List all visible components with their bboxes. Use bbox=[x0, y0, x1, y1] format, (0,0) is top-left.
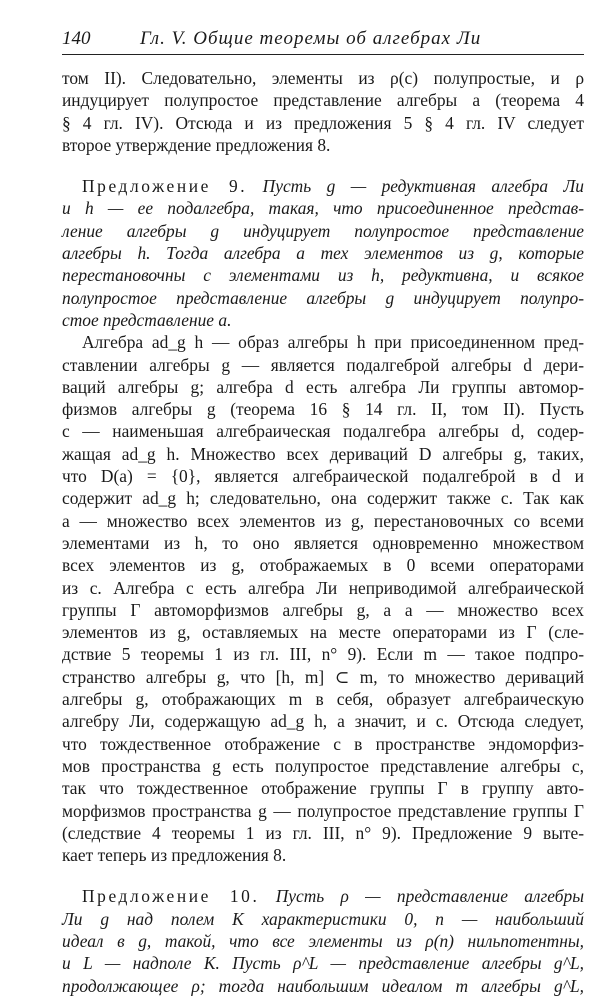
line-text: том II). Следовательно, элементы из ρ(c) полупростые, и ρ bbox=[62, 68, 584, 88]
page-number: 140 bbox=[62, 28, 91, 49]
running-header bbox=[62, 28, 584, 55]
line-text: ваций алгебры g; алгебра d есть алгебра Ли группы автомор- bbox=[62, 376, 584, 397]
line-text: ставлении алгебры g — является подалгеброй алгебры d дери- bbox=[62, 354, 584, 375]
line-text: Ли g над полем K характеристики 0, n — наибольший bbox=[62, 908, 584, 929]
text-line bbox=[62, 666, 584, 688]
line-text: алгебру Ли, содержащую ad_g h, а значит, и c. Отсюда следует, bbox=[62, 711, 584, 732]
text-paragraph bbox=[62, 331, 584, 866]
proposition-paragraph bbox=[62, 175, 584, 331]
line-text: морфизмов пространства g — полупростое представление группы Γ bbox=[62, 800, 584, 821]
text-line bbox=[62, 885, 584, 907]
line-text: кает теперь из предложения 8. bbox=[62, 845, 287, 866]
text-line bbox=[62, 710, 584, 732]
text-line bbox=[62, 309, 584, 331]
text-line bbox=[62, 287, 584, 309]
line-text: всех элементов из g, отображаемых в 0 всеми операторами bbox=[62, 555, 584, 576]
line-text: физмов алгебры g (теорема 16 § 14 гл. II, том II). Пусть bbox=[62, 399, 584, 420]
line-text: a — множество всех элементов из g, перестановочных со всеми bbox=[62, 510, 584, 531]
line-text: индуцирует полупростое представление алгебры a (теорема 4 bbox=[62, 90, 584, 111]
text-line bbox=[62, 175, 584, 197]
text-line bbox=[62, 975, 584, 997]
text-line bbox=[62, 643, 584, 665]
text-line bbox=[62, 242, 584, 264]
line-text: полупростое представление алгебры g индуцирует полупро- bbox=[62, 287, 584, 308]
text-line bbox=[62, 354, 584, 376]
line-text: (следствие 4 теоремы 1 из гл. III, n° 9). Предложение 9 выте- bbox=[62, 822, 584, 843]
line-text: группы Γ автоморфизмов алгебры g, а a — множество всех bbox=[62, 599, 584, 620]
proposition-paragraph bbox=[62, 885, 584, 996]
text-line bbox=[62, 420, 584, 442]
text-line bbox=[62, 800, 584, 822]
body-text bbox=[62, 67, 584, 997]
text-line bbox=[62, 621, 584, 643]
line-text: и L — надполе K. Пусть ρ^L — представление алгебры g^L, bbox=[62, 953, 584, 974]
book-page bbox=[62, 28, 584, 997]
text-line bbox=[62, 89, 584, 111]
text-line bbox=[62, 376, 584, 398]
text-line bbox=[62, 331, 584, 353]
text-line bbox=[62, 930, 584, 952]
text-line bbox=[62, 908, 584, 930]
line-text: странство алгебры g, что [h, m] ⊂ m, то множество дериваций bbox=[62, 666, 584, 687]
text-line bbox=[62, 487, 584, 509]
text-line bbox=[62, 844, 584, 866]
line-text: Пусть ρ — представление алгебры bbox=[259, 886, 584, 907]
line-text: мов пространства g есть полупростое представление алгебры c, bbox=[62, 755, 584, 776]
line-text: § 4 гл. IV). Отсюда и из предложения 5 § 4 гл. IV следует bbox=[62, 112, 584, 133]
text-line bbox=[62, 134, 584, 156]
text-line bbox=[62, 532, 584, 554]
line-text: жащая ad_g h. Множество всех дериваций D алгебры g, таких, bbox=[62, 443, 584, 464]
line-text: Пусть g — редуктивная алгебра Ли bbox=[247, 176, 584, 197]
text-line bbox=[62, 510, 584, 532]
text-line bbox=[62, 67, 584, 89]
text-line bbox=[62, 688, 584, 710]
line-text: так что тождественное отображение группы Γ в группу авто- bbox=[62, 778, 584, 799]
text-line bbox=[62, 197, 584, 219]
text-line bbox=[62, 777, 584, 799]
line-text: Алгебра ad_g h — образ алгебры h при присоединенном пред- bbox=[82, 332, 584, 353]
text-line bbox=[62, 443, 584, 465]
text-line bbox=[62, 398, 584, 420]
text-line bbox=[62, 599, 584, 621]
text-line bbox=[62, 733, 584, 755]
running-title: Гл. V. Общие теоремы об алгебрах Ли bbox=[140, 28, 482, 49]
text-line bbox=[62, 264, 584, 286]
proposition-label: Предложение 10. bbox=[82, 886, 260, 907]
line-text: что D(a) = {0}, является алгебраической подалгеброй в d и bbox=[62, 466, 584, 487]
text-line bbox=[62, 112, 584, 134]
text-line bbox=[62, 822, 584, 844]
line-text: из c. Алгебра c есть алгебра Ли неприводимой алгебраической bbox=[62, 577, 584, 598]
text-line bbox=[62, 554, 584, 576]
line-text: элементами из h, то оно является одновременно множеством bbox=[62, 532, 584, 553]
text-line bbox=[62, 755, 584, 777]
proposition-label: Предложение 9. bbox=[82, 176, 248, 197]
line-text: и h — ее подалгебра, такая, что присоединенное представ- bbox=[62, 198, 584, 219]
text-line bbox=[62, 465, 584, 487]
line-text: стое представление a. bbox=[62, 309, 232, 330]
text-line bbox=[62, 952, 584, 974]
text-line bbox=[62, 577, 584, 599]
line-text: продолжающее ρ; тогда наибольшим идеалом m алгебры g^L, bbox=[62, 975, 584, 996]
text-line bbox=[62, 220, 584, 242]
line-text: алгебры g, отображающих m в себя, образует алгебраическую bbox=[62, 689, 584, 710]
line-text: что тождественное отображение c в пространстве эндоморфиз- bbox=[62, 733, 584, 754]
line-text: второе утверждение предложения 8. bbox=[62, 134, 331, 155]
line-text: содержит ad_g h; следовательно, она содержит также c. Так как bbox=[62, 488, 584, 509]
line-text: идеал в g, такой, что все элементы из ρ(n) нильпотентны, bbox=[62, 930, 584, 951]
line-text: элементов из g, оставляемых на месте операторами из Γ (сле- bbox=[62, 622, 584, 643]
line-text: дствие 5 теоремы 1 из гл. III, n° 9). Если m — такое подпро- bbox=[62, 644, 584, 665]
text-paragraph bbox=[62, 67, 584, 156]
line-text: c — наименьшая алгебраическая подалгебра алгебры d, содер- bbox=[62, 421, 584, 442]
line-text: алгебры h. Тогда алгебра a тех элементов из g, которые bbox=[62, 243, 584, 264]
line-text: ление алгебры g индуцирует полупростое представление bbox=[62, 220, 584, 241]
line-text: перестановочны с элементами из h, редуктивна, и всякое bbox=[62, 265, 584, 286]
